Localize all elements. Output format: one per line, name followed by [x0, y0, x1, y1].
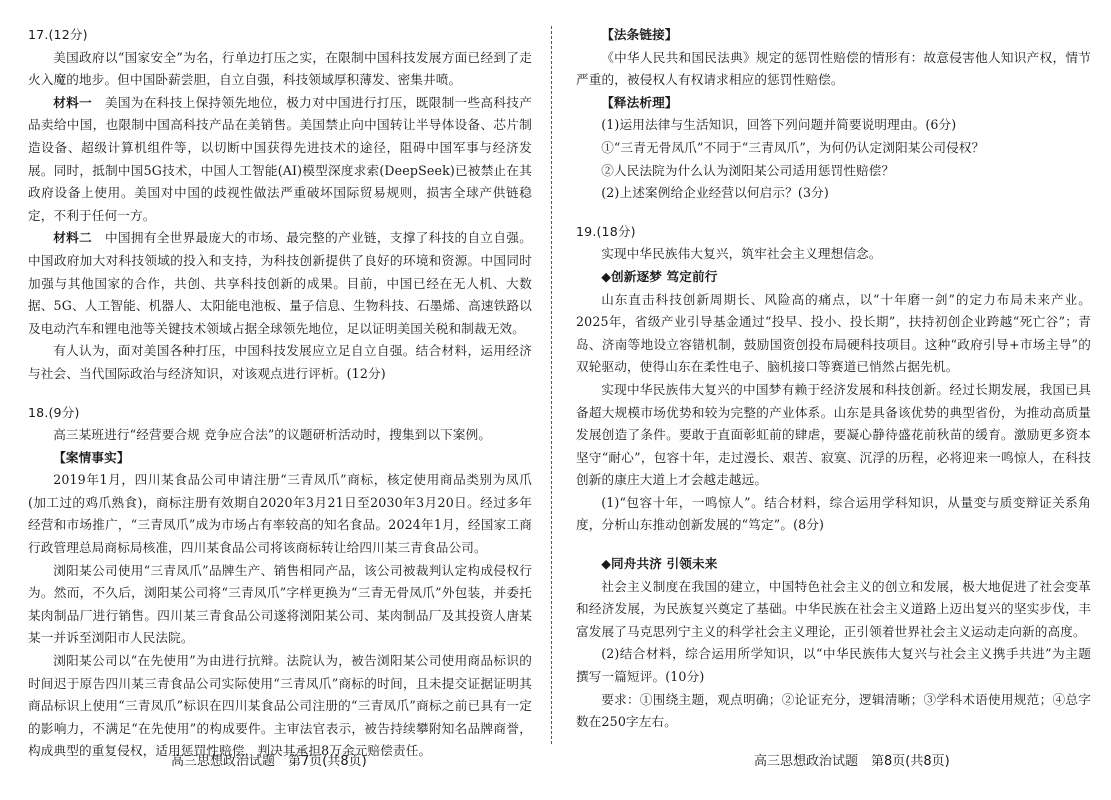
page-8-footer: 高三思想政治试题 第8页(共8页) — [754, 754, 950, 769]
question-17-task: 有人认为，面对美国各种打压，中国科技发展应立足自立自强。结合材料，运用经济与社会、当代国际政治与经济知识，对该观点进行评析。(12分) — [28, 343, 532, 381]
question-19-intro: 实现中华民族伟大复兴，筑牢社会主义理想信念。 — [601, 246, 882, 262]
material-1 — [28, 92, 532, 228]
question-18-intro: 高三某班进行“经营要合规 竞争应合法”的议题研析活动时，搜集到以下案例。 — [53, 427, 492, 443]
page-8 — [556, 0, 1111, 800]
material-2-text: 中国拥有全世界最庞大的市场、最完整的产业链，支撑了科技的自立自强。中国政府加大对科技领域的投入和支持，为科技创新提供了良好的环境和资源。中国同时加强与其他国家的合作，共创、共享科技创新的成果。目前，中国已经在无人机、大数据、5G、人工智能、机器人、太阳能电池板、量子信息、生物科技、石墨烯、高速铁路以及电动汽车和锂电池等关键技术领域占据全球领先地位，足以证明美国关税和制裁无效。 — [28, 230, 533, 336]
case-paragraph-1: 2019年1月，四川某食品公司申请注册“三青凤爪”商标，核定使用商品类别为凤爪(加工过的鸡爪熟食)，商标注册有效期自2020年3月21日至2030年3月20日。经过多年经营和市场推广，“三青凤爪”成为市场占有率较高的知名食品。2024年1月，经国家工商行政管理总局商标局核准，四川某食品公司将该商标转让给四川某三青食品公司。 — [28, 472, 532, 556]
law-link-text: 《中华人民共和国民法典》规定的惩罚性赔偿的情形有：故意侵害他人知识产权，情节严重的，被侵权人有权请求相应的惩罚性赔偿。 — [576, 49, 1091, 88]
section-1-paragraph-1: 山东直击科技创新周期长、风险高的痛点，以“十年磨一剑”的定力布局未来产业。2025年，省级产业引导基金通过“投早、投小、投长期”，扶持初创企业跨越“死亡谷”；青岛、济南等地设立容错机制，鼓励国资创投布局硬科技项目。这种“政府引导+市场主导”的双轮驱动，使得山东在柔性电子、脑机接口等赛道已悄然占据先机。 — [576, 291, 1091, 375]
page-7 — [0, 0, 548, 800]
section-1-title: ◆创新逐梦 笃定前行 — [601, 268, 718, 284]
material-1-label: 材料一 — [53, 94, 93, 110]
section-1-task: (1)“包容十年，一鸣惊人”。结合材料，综合运用学科知识，从量变与质变辩证关系角度，分析山东推动创新发展的“笃定”。(8分) — [576, 494, 1091, 533]
question-18-sub-2: (2)上述案例给企业经营以何启示？(3分) — [601, 185, 829, 201]
case-facts-label: 【案情事实】 — [53, 449, 130, 465]
column-divider — [551, 26, 552, 744]
case-paragraph-2: 浏阳某公司使用“三青凤爪”品牌生产、销售相同产品，该公司被裁判认定构成侵权行为。然而，不久后，浏阳某公司将“三青凤爪”字样更换为“三青无骨凤爪”外包装，并委托某肉制品厂进行销售。四川某三青食品公司遂将浏阳某公司、某肉制品厂及其投资人唐某某一并诉至浏阳市人民法院。 — [28, 562, 532, 646]
law-explain-label: 【释法析理】 — [601, 94, 678, 110]
section-2-task: (2)结合材料，综合运用所学知识，以“中华民族伟大复兴与社会主义携手共进”为主题撰写一篇短评。(10分) — [576, 646, 1091, 685]
question-18-header: 18.(9分) — [28, 404, 80, 420]
question-17-header: 17.(12分) — [28, 27, 88, 42]
question-19-header: 19.(18分) — [576, 223, 636, 239]
section-1-paragraph-2: 实现中华民族伟大复兴的中国梦有赖于经济发展和科技创新。经过长期发展，我国已具备超大规模市场优势和较为完整的产业体系。山东是具备该优势的典型省份，为推动高质量发展创造了条件。要敢于直面彰虹前的肆虐，要凝心静待盛花前秋苗的缓育。激励更多资本坚守“耐心”，包容十年，走过漫长、艰苦、寂寞、沉浮的历程，必将迎来一鸣惊人，在科技创新的康庄大道上才会越走越远。 — [576, 381, 1091, 488]
question-17-intro: 美国政府以“国家安全”为名，行单边打压之实，在限制中国科技发展方面已经到了走火入魔的地步。但中国卧薪尝胆，自立自强，科技领域厚积薄发、密集井喷。 — [28, 49, 532, 88]
question-18-sub-1: (1)运用法律与生活知识，回答下列问题并简要说明理由。(6分) — [601, 117, 957, 133]
question-18-sub-1a: ①“三青无骨凤爪”不同于“三青凤爪”，为何仍认定浏阳某公司侵权？ — [601, 139, 985, 155]
page-7-footer: 高三思想政治试题 第7页(共8页) — [171, 754, 367, 769]
material-2 — [28, 227, 532, 340]
law-link-label: 【法条链接】 — [601, 27, 678, 42]
section-2-title: ◆同舟共济 引领未来 — [601, 556, 718, 572]
question-18-sub-1b: ②人民法院为什么认为浏阳某公司适用惩罚性赔偿？ — [601, 162, 895, 178]
section-2-paragraph-1: 社会主义制度在我国的建立，中国特色社会主义的创立和发展，极大地促进了社会变革和经济发展，为民族复兴奠定了基础。中华民族在社会主义道路上迈出复兴的坚实步伐，丰富发展了马克思列宁主义的科学社会主义理论，正引领着世界社会主义运动走向新的高度。 — [576, 578, 1091, 639]
case-paragraph-3: 浏阳某公司以“在先使用”为由进行抗辩。法院认为，被告浏阳某公司使用商品标识的时间迟于原告四川某三青食品公司实际使用“三青凤爪”商标的时间，且未提交证据证明其商品标识上使用“三青凤爪”标识在四川某食品公司注册的“三青凤爪”商标之前已具有一定的影响力，不满足“在先使用”的构成要件。主审法官表示，被告持续攀附知名品牌商誉，构成典型的重复侵权，适用惩罚性赔偿，判决其承担8万余元赔偿责任。 — [28, 653, 532, 759]
material-2-label: 材料二 — [53, 230, 93, 246]
material-1-text: 美国为在科技上保持领先地位，极力对中国进行打压，既限制一些高科技产品卖给中国，也限制中国高科技产品在美销售。美国禁止向中国转让半导体设备、芯片制造设备、超级计算机组件等，以切断中国获得先进技术的途径，阻碍中国军事与经济发展。同时，抵制中国5G技术，中国人工智能(AI)模型深度求索(DeepSeek)已被禁止在其政府设备上使用。美国对中国的歧视性做法严重破坏国际贸易规则，损害全球产供链稳定，不利于任何一方。 — [28, 94, 533, 223]
essay-requirements: 要求：①围绕主题，观点明确；②论证充分，逻辑清晰；③学科术语使用规范；④总字数在250字左右。 — [576, 691, 1091, 730]
